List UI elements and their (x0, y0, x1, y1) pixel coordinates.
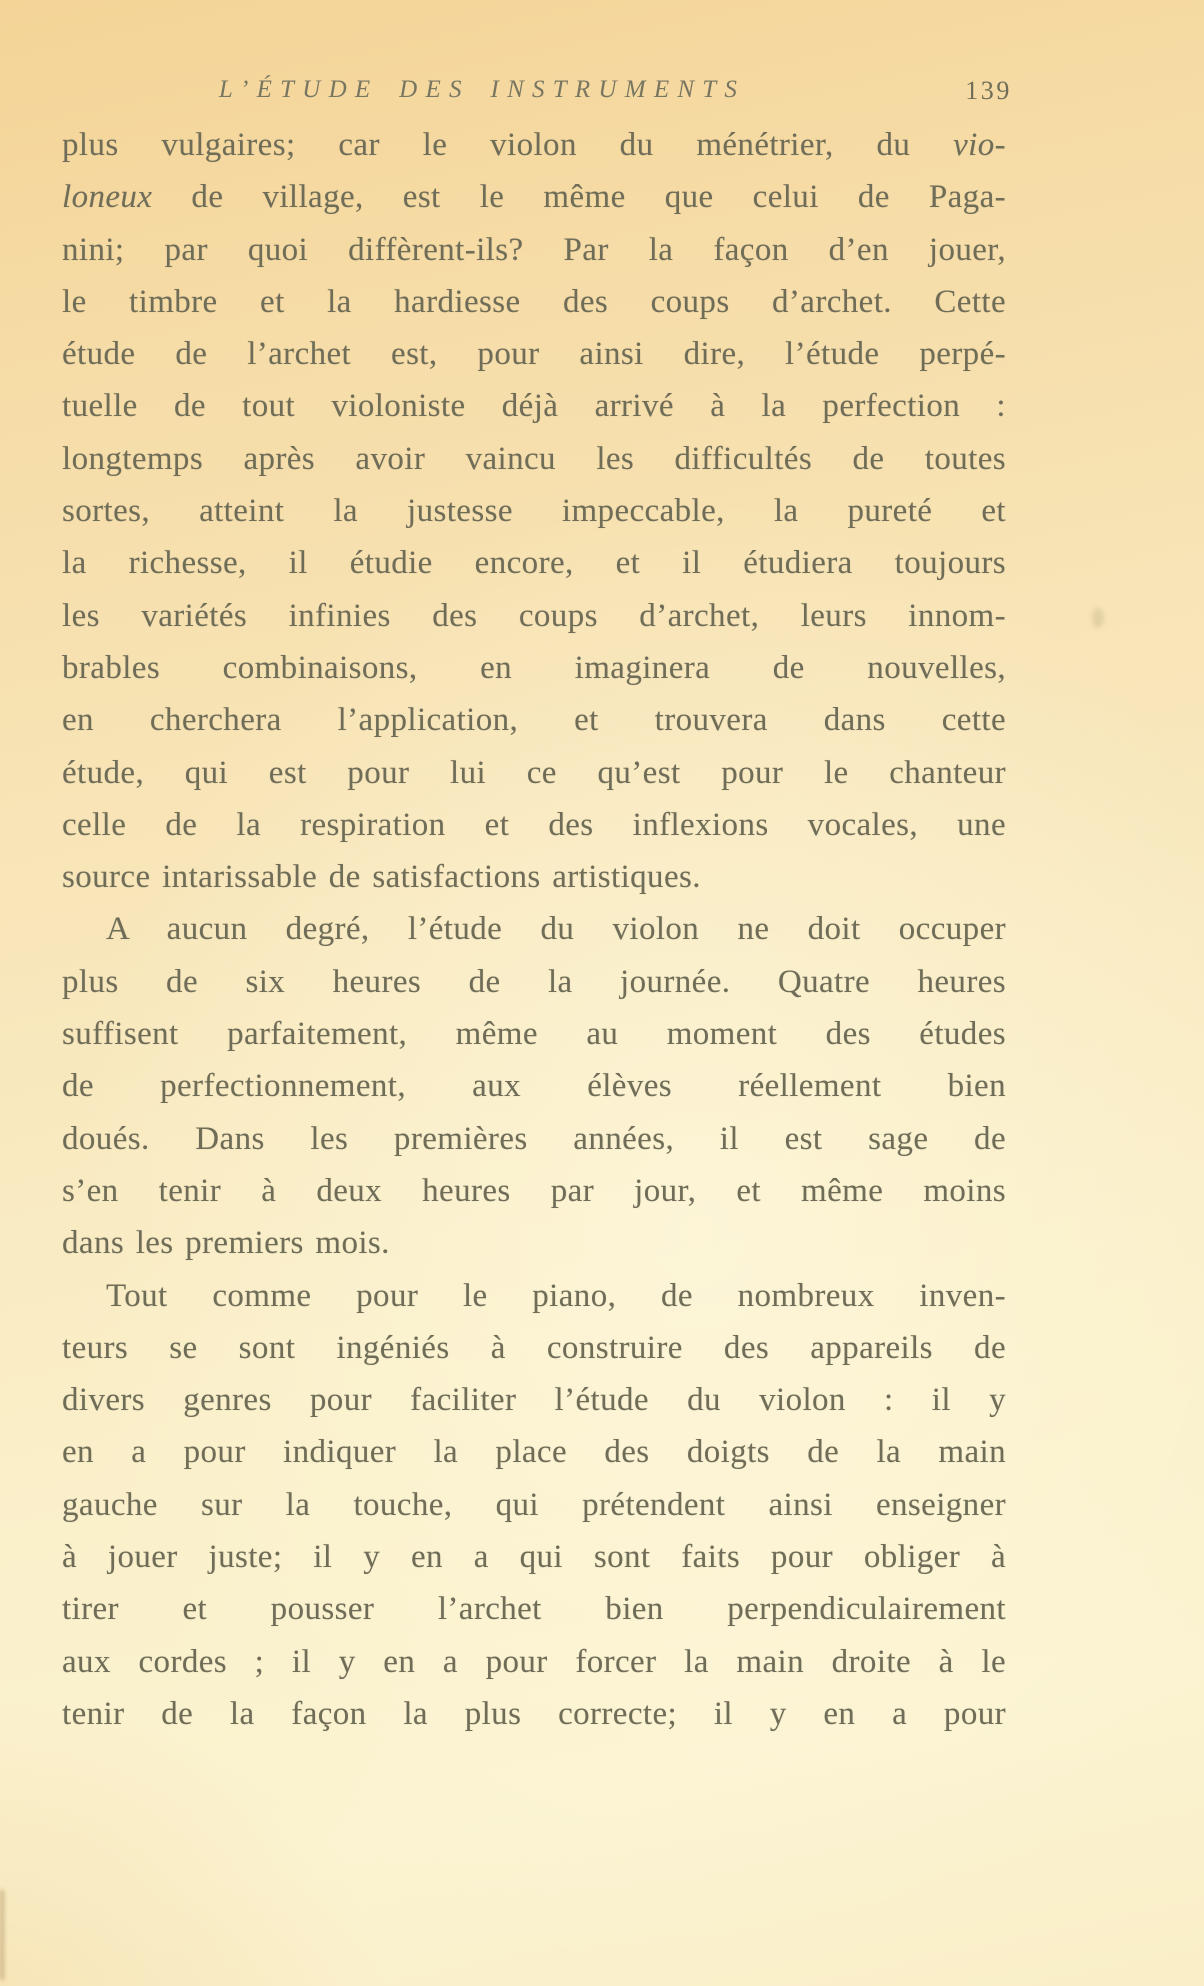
paragraph (62, 119, 1006, 903)
text-line: Tout comme pour le piano, de nombreux inven- (106, 1277, 1006, 1314)
text-line: en cherchera l’application, et trouvera dans cette (62, 702, 1006, 739)
text-line: gauche sur la touche, qui prétendent ainsi enseigner (62, 1486, 1006, 1523)
text-line: s’en tenir à deux heures par jour, et même moins (62, 1172, 1006, 1209)
text-line: A aucun degré, l’étude du violon ne doit occuper (106, 911, 1006, 948)
text-line: le timbre et la hardiesse des coups d’archet. Cette (62, 283, 1006, 320)
text-line: à jouer juste; il y en a qui sont faits pour obliger à (62, 1539, 1006, 1576)
paragraph (62, 903, 1006, 1269)
text-line: divers genres pour faciliter l’étude du violon : il y (62, 1382, 1006, 1419)
text-line: plus vulgaires; car le violon du ménétrier, du vio- (62, 127, 1006, 163)
text-line: dans les premiers mois. (62, 1225, 390, 1262)
text-line: sortes, atteint la justesse impeccable, la pureté et (62, 493, 1006, 530)
running-title: L’ÉTUDE DES INSTRUMENTS (218, 76, 746, 103)
text-line: brables combinaisons, en imaginera de nouvelles, (62, 649, 1006, 686)
text-line: de perfectionnement, aux élèves réellement bien (62, 1068, 1006, 1105)
text-line: étude de l’archet est, pour ainsi dire, l’étude perpé- (62, 336, 1006, 373)
text-line: source intarissable de satisfactions artistiques. (62, 859, 701, 896)
text-line: nini; par quoi diffèrent-ils? Par la façon d’en jouer, (62, 231, 1006, 268)
text-line: plus de six heures de la journée. Quatre heures (62, 963, 1006, 1000)
text-line: loneux de village, est le même que celui de Paga- (62, 179, 1006, 216)
text-line: teurs se sont ingéniés à construire des appareils de (62, 1329, 1006, 1366)
text-line: celle de la respiration et des inflexions vocales, une (62, 806, 1006, 843)
text-line: aux cordes ; il y en a pour forcer la main droite à le (62, 1643, 1006, 1680)
paragraph (62, 1270, 1006, 1741)
text-line: tirer et pousser l’archet bien perpendiculairement (62, 1591, 1006, 1628)
page-edge-shadow (0, 1890, 4, 1980)
text-line: étude, qui est pour lui ce qu’est pour le chanteur (62, 754, 1006, 791)
text-line: suffisent parfaitement, même au moment des études (62, 1016, 1006, 1053)
page-number: 139 (965, 76, 1012, 105)
scan-speck (1092, 608, 1104, 628)
page-header (62, 76, 1012, 118)
text-line: longtemps après avoir vaincu les difficultés de toutes (62, 440, 1006, 477)
page-body (62, 119, 1006, 1740)
text-line: tenir de la façon la plus correcte; il y en a pour (62, 1695, 1006, 1732)
text-line: la richesse, il étudie encore, et il étudiera toujours (62, 545, 1006, 582)
text-line: doués. Dans les premières années, il est sage de (62, 1120, 1006, 1157)
text-line: tuelle de tout violoniste déjà arrivé à la perfection : (62, 388, 1006, 425)
text-line: en a pour indiquer la place des doigts de la main (62, 1434, 1006, 1471)
text-line: les variétés infinies des coups d’archet, leurs innom- (62, 597, 1006, 634)
